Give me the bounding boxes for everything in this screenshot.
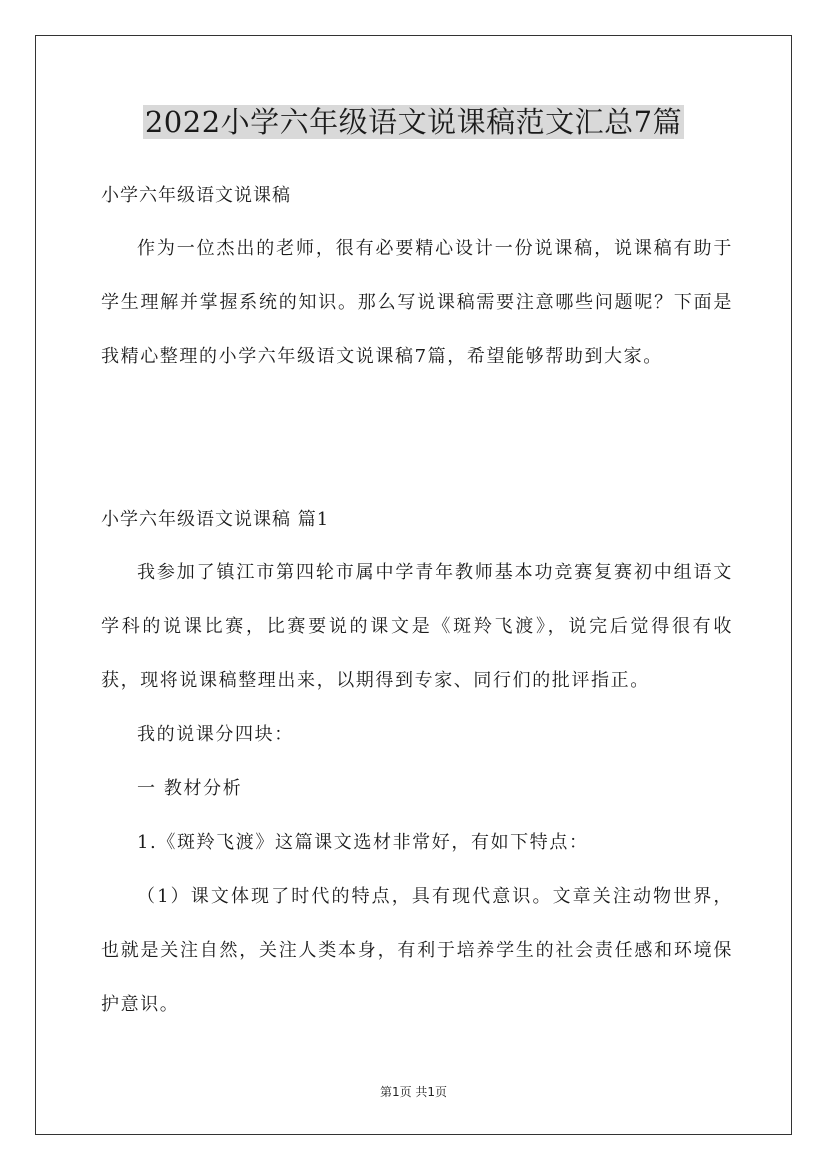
document-title-wrap — [0, 102, 827, 142]
intro-paragraph: 作为一位杰出的老师，很有必要精心设计一份说课稿，说课稿有助于学生理解并掌握系统的知识。那么写说课稿需要注意哪些问题呢？下面是我精心整理的小学六年级语文说课稿7篇，希望能够帮助到大家。 — [101, 238, 733, 367]
body-paragraph-2: 我的说课分四块： — [137, 724, 294, 745]
body-paragraph-1: 我参加了镇江市第四轮市属中学青年教师基本功竞赛复赛初中组语文学科的说课比赛，比赛要说的课文是《斑羚飞渡》，说完后觉得很有收获，现将说课稿整理出来，以期得到专家、同行们的批评指正。 — [101, 562, 733, 691]
section-heading: 小学六年级语文说课稿 — [101, 185, 291, 206]
body-paragraph-3: 一 教材分析 — [137, 778, 243, 799]
document-title: 2022小学六年级语文说课稿范文汇总7篇 — [144, 105, 683, 139]
body-paragraph-4: 1.《斑羚飞渡》这篇课文选材非常好，有如下特点： — [137, 832, 589, 853]
body-paragraph-5: （1）课文体现了时代的特点，具有现代意识。文章关注动物世界，也就是关注自然，关注人类本身，有利于培养学生的社会责任感和环境保护意识。 — [101, 886, 733, 1015]
page-footer: 第1页 共1页 — [379, 1085, 448, 1099]
section-heading-part1: 小学六年级语文说课稿 篇1 — [101, 509, 330, 530]
